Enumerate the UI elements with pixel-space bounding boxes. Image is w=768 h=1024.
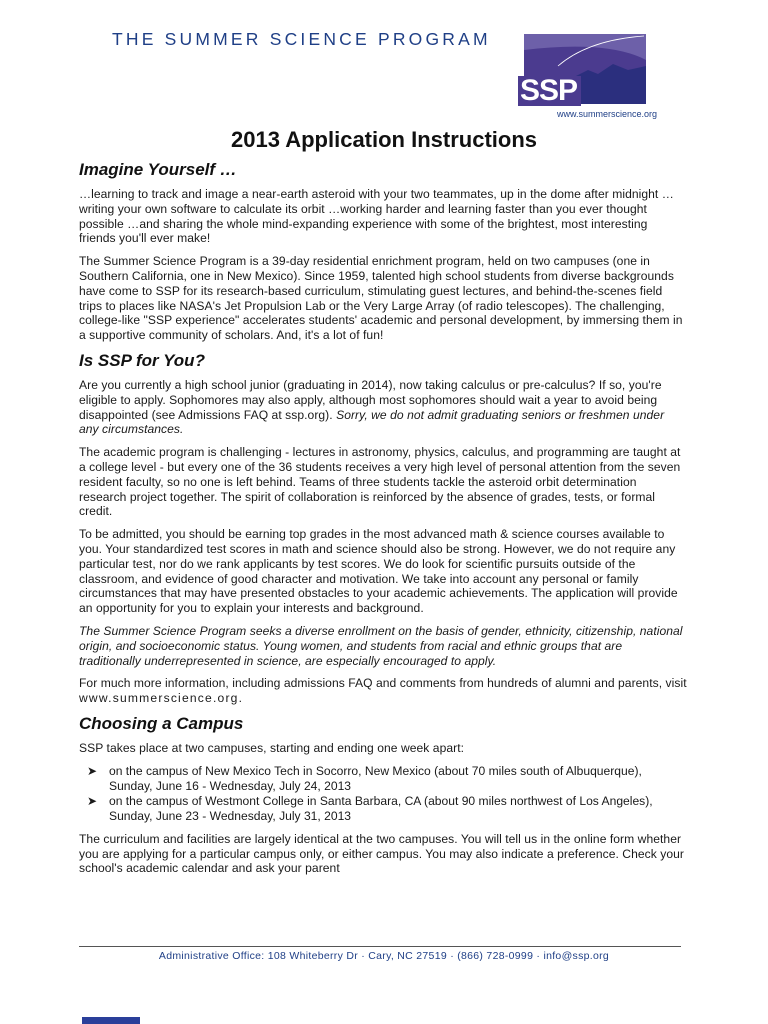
more-info-period: . bbox=[238, 691, 243, 706]
masthead-title: THE SUMMER SCIENCE PROGRAM bbox=[112, 29, 491, 49]
logo-url[interactable]: www.summerscience.org bbox=[557, 109, 658, 119]
paragraph-diversity: The Summer Science Program seeks a diverse enrollment on the basis of gender, ethnicity, citizenship, national origin, and socioeconomic status. Young women, and students from racial and ethnic groups that are traditionally underrepresented in science, are especially encouraged to apply. bbox=[79, 623, 683, 668]
list-item bbox=[87, 764, 687, 794]
footer-address: Administrative Office: 108 Whiteberry Dr · Cary, NC 27519 · (866) 728-0999 · info@ssp.org bbox=[158, 950, 610, 962]
paragraph-eligibility bbox=[79, 378, 687, 437]
heading-choosing-campus: Choosing a Campus bbox=[79, 713, 244, 733]
paragraph-campus-details: The curriculum and facilities are largely identical at the two campuses. You will tell us in the online form whether you are applying for a particular campus only, or either campus. You may also indicate a preference. Check your school's academic calendar and ask your parent bbox=[79, 831, 684, 876]
paragraph-imagine-2: The Summer Science Program is a 39-day residential enrichment program, held on two campuses (one in Southern California, one in New Mexico). Since 1959, talented high school students from diverse backgrounds have come to SSP for its research-based curriculum, stimulating guest lectures, and behind-the-scenes field trips to places like NASA's Jet Propulsion Lab or the Very Large Array (of radio telescopes). The challenging, college-like "SSP experience" accelerates students' academic and personal development, by immersing them in a supportive community of scholars. And, it's a lot of fun! bbox=[79, 254, 683, 343]
paragraph-admission: To be admitted, you should be earning top grades in the most advanced math & science courses available to you. Your standardized test scores in math and science should also be strong. However, we do not require any particular test, nor do we rank applicants by test scores. We do look for scientific pursuits outside of the classroom, and evidence of good character and motivation. We take into account any personal or family circumstances that may have presented obstacles to your academic achievements. The application will provide an opportunity for you to explain your interests and background. bbox=[79, 527, 678, 616]
page-title: 2013 Application Instructions bbox=[230, 127, 538, 152]
page-corner-mark bbox=[82, 1017, 140, 1024]
more-info-text: For much more information, including admissions FAQ and comments from hundreds of alumni and parents, visit bbox=[79, 676, 687, 691]
heading-imagine-yourself: Imagine Yourself … bbox=[79, 160, 237, 179]
campus-new-mexico: on the campus of New Mexico Tech in Socorro, New Mexico (about 70 miles south of Albuquerque), Sunday, June 16 - Wednesday, July 24, 2013 bbox=[109, 763, 642, 793]
campus-list bbox=[79, 764, 687, 824]
arrow-bullet-icon: ➤ bbox=[87, 763, 98, 778]
ssp-logo-text: SSP bbox=[518, 76, 581, 106]
ssp-logo bbox=[518, 30, 650, 120]
website-link[interactable]: www.summerscience.org bbox=[79, 691, 239, 706]
document-body bbox=[79, 160, 687, 884]
paragraph-academic: The academic program is challenging - lectures in astronomy, physics, calculus, and programming are taught at a college level - but every one of the 36 students receives a very high level of personal attention from the seven resident faculty, so no one is left behind. Teams of three students tackle the asteroid orbit determination research project together. The spirit of collaboration is reinforced by the absence of grades, tests, or formal credit. bbox=[79, 445, 681, 519]
footer-divider bbox=[79, 946, 681, 947]
eligibility-text: Are you currently a high school junior (graduating in 2014), now taking calculus or pre-calculus? If so, you're eligible to apply. Sophomores may also apply, although most sophomores should wait a year to avoid being disappointed (see Admissions FAQ at ssp.org). bbox=[79, 377, 662, 422]
eligibility-italic-note: Sorry, we do not admit graduating seniors or freshmen under any circumstances. bbox=[79, 407, 665, 437]
paragraph-more-info bbox=[79, 676, 687, 706]
heading-is-ssp-for-you: Is SSP for You? bbox=[79, 350, 205, 370]
paragraph-campus-intro: SSP takes place at two campuses, starting and ending one week apart: bbox=[79, 740, 465, 755]
arrow-bullet-icon: ➤ bbox=[87, 794, 98, 809]
campus-westmont: on the campus of Westmont College in Santa Barbara, CA (about 90 miles northwest of Los Angeles), Sunday, June 23 - Wednesday, July 31, 2013 bbox=[109, 794, 653, 824]
paragraph-imagine-1: …learning to track and image a near-earth asteroid with your two teammates, up in the dome after midnight …writing your own software to calculate its orbit …working harder and learning faster than you ever thought possible …and sharing the whole mind-expanding experience with some of the brightest, most interesting friends you'll ever make! bbox=[79, 187, 674, 246]
list-item bbox=[87, 794, 687, 824]
